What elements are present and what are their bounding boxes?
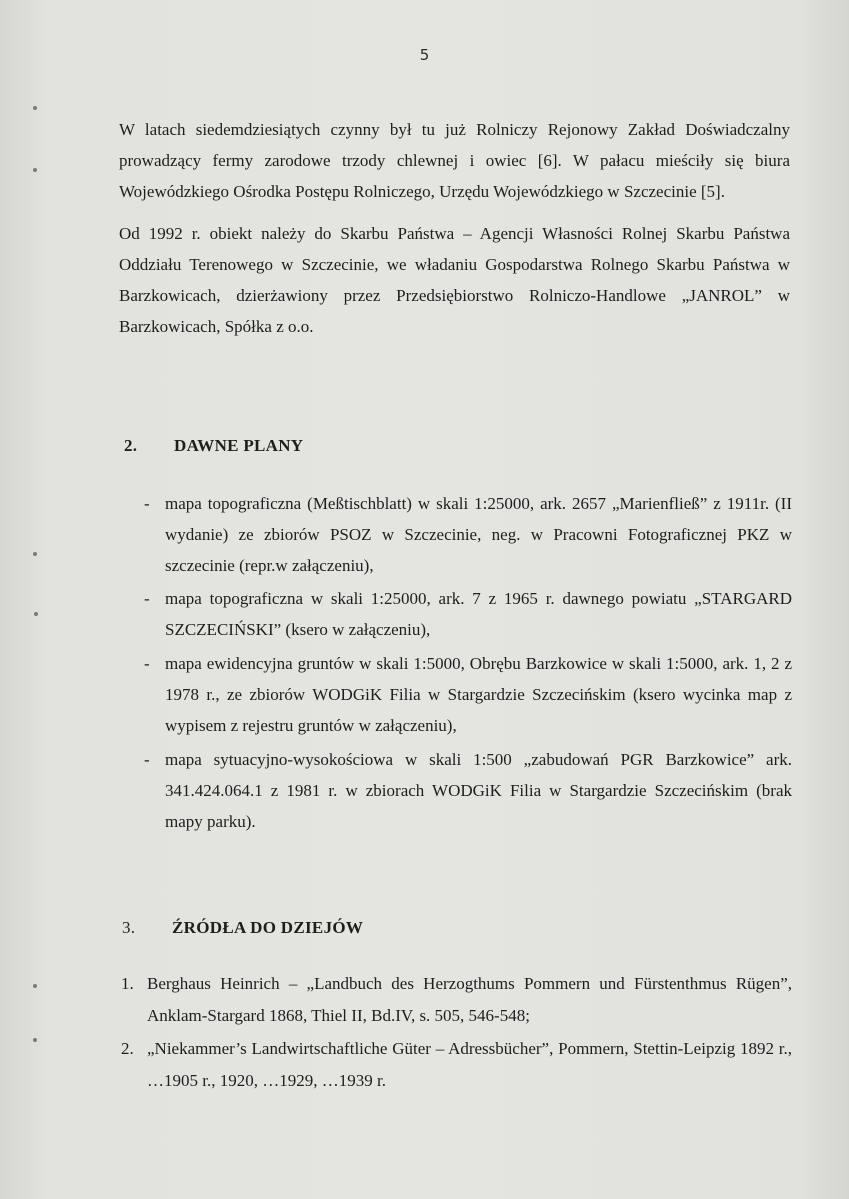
intro-paragraph-2: Od 1992 r. obiekt należy do Skarbu Państwa – Agencji Własności Rolnej Skarbu Państwa Oddziału Terenowego w Szczecinie, we władaniu Gospodarstwa Rolnego Skarbu Państwa w Barzkowicach, dzierżawiony przez Przedsiębiorstwo Rolniczo-Handlowe „JANROL” w Barzkowicach, Spółka z o.o. <box>119 224 790 336</box>
list-item-text: mapa topograficzna (Meßtischblatt) w skali 1:25000, ark. 2657 „Marienfließ” z 1911r. (II wydanie) ze zbiorów PSOZ w Szczecinie, neg. w Pracowni Fotograficznej PKZ w szczecinie (repr.w załączeniu), <box>165 494 792 575</box>
section-number: 2. <box>124 436 138 455</box>
bullet-dash: - <box>144 589 150 608</box>
bullet-dash: - <box>144 654 150 673</box>
source-text: Berghaus Heinrich – „Landbuch des Herzogthums Pommern und Fürstenthmus Rügen”, Anklam-Stargard 1868, Thiel II, Bd.IV, s. 505, 546-548; <box>147 974 792 1025</box>
scan-speck <box>33 106 37 110</box>
bullet-dash: - <box>144 494 150 513</box>
source-index: 2. <box>121 1039 134 1058</box>
list-item-text: mapa ewidencyjna gruntów w skali 1:5000, Obrębu Barzkowice w skali 1:5000, ark. 1, 2 z 1978 r., ze zbiorów WODGiK Filia w Stargardzie Szczecińskim (ksero wycinka map z wypisem z rejestru gruntów w załączeniu), <box>165 654 792 735</box>
scan-speck <box>33 1038 37 1042</box>
section-title: DAWNE PLANY <box>174 436 304 455</box>
intro-paragraph-1: W latach siedemdziesiątych czynny był tu już Rolniczy Rejonowy Zakład Doświadczalny prowadzący fermy zarodowe trzody chlewnej i owiec [6]. W pałacu mieściły się biura Wojewódzkiego Ośrodka Postępu Rolniczego, Urzędu Wojewódzkiego w Szczecinie [5]. <box>119 120 790 201</box>
section-title: ŹRÓDŁA DO DZIEJÓW <box>172 918 364 937</box>
scan-speck <box>33 984 37 988</box>
scan-speck <box>33 168 37 172</box>
source-text: „Niekammer’s Landwirtschaftliche Güter – Adressbücher”, Pommern, Stettin-Leipzig 1892 r., …1905 r., 1920, …1929, …1939 r. <box>147 1039 792 1090</box>
scan-speck <box>34 612 38 616</box>
bullet-dash: - <box>144 750 150 769</box>
list-item-text: mapa sytuacyjno-wysokościowa w skali 1:500 „zabudowań PGR Barzkowice” ark. 341.424.064.1 z 1981 r. w zbiorach WODGiK Filia w Stargardzie Szczecińskim (brak mapy parku). <box>165 750 792 831</box>
scan-speck <box>33 552 37 556</box>
section-number: 3. <box>122 918 136 937</box>
list-item-text: mapa topograficzna w skali 1:25000, ark. 7 z 1965 r. dawnego powiatu „STARGARD SZCZECIŃSKI” (ksero w załączeniu), <box>165 589 792 639</box>
source-index: 1. <box>121 974 134 993</box>
page-number: 5 <box>419 46 430 64</box>
